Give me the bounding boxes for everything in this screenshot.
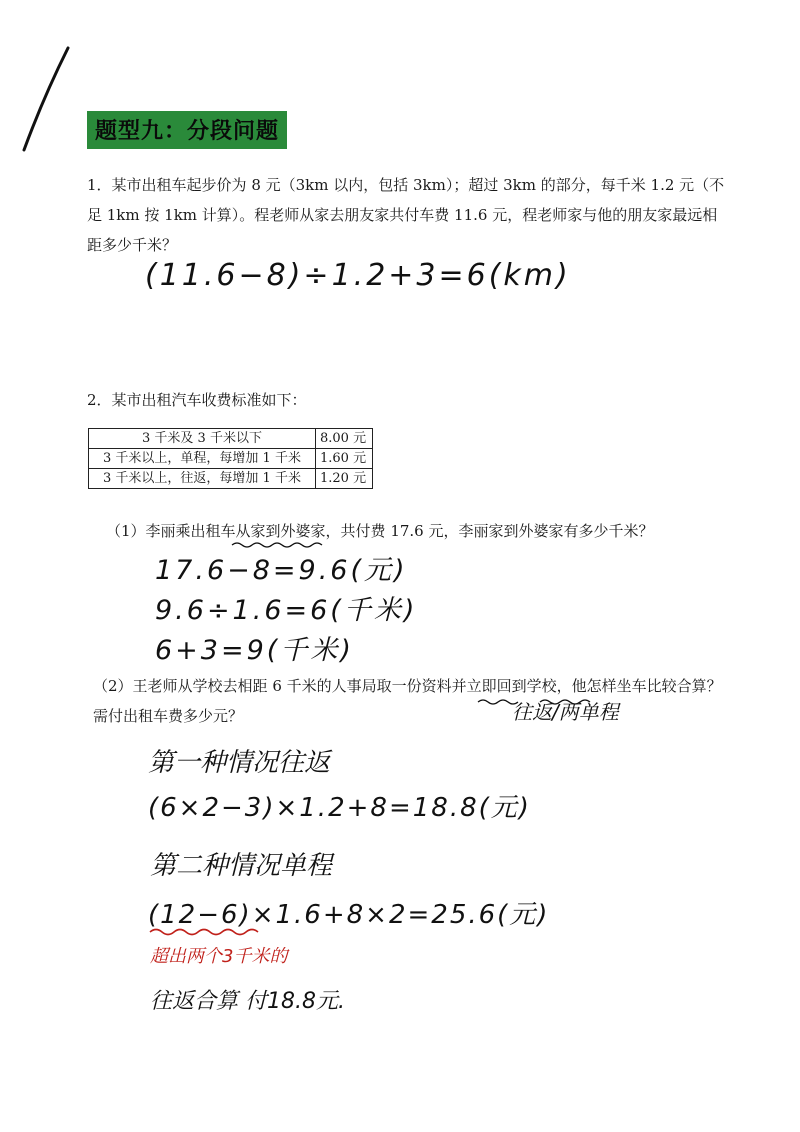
question-2-text: 2．某市出租汽车收费标准如下： bbox=[87, 391, 307, 409]
section-title: 题型九：分段问题 bbox=[87, 111, 287, 149]
sub-1-answer-line: 17.6−8=9.6(元) bbox=[155, 555, 408, 586]
fare-price: 1.20 元 bbox=[316, 469, 373, 489]
sub-question-2-text: （2）王老师从学校去相距 6 千米的人事局取一份资料并立即回到学校，他怎样坐车比较合算？需付出租车费多少元？ bbox=[93, 677, 722, 725]
fare-price: 1.60 元 bbox=[316, 449, 373, 469]
scan-edge-mark bbox=[0, 0, 80, 170]
sub-1-answer-line: 6+3=9(千米) bbox=[155, 635, 354, 666]
case-1-formula: (6×2−3)×1.2+8=18.8(元) bbox=[148, 793, 531, 823]
question-1-text: 1．某市出租车起步价为 8 元（3km 以内，包括 3km）；超过 3km 的部分，每千米 1.2 元（不足 1km 按 1km 计算）。程老师从家去朋友家共付车费 11.6 元，程老师家与他的朋友家最远相距多少千米？ bbox=[87, 176, 725, 254]
conclusion: 往返合算 付18.8元. bbox=[150, 989, 345, 1014]
fare-desc: 3 千米及 3 千米以下 bbox=[89, 429, 316, 449]
case-1-label: 第一种情况往返 bbox=[148, 748, 331, 778]
sub-1-answer-line: 9.6÷1.6=6(千米) bbox=[155, 595, 418, 626]
table-row bbox=[89, 429, 373, 449]
fare-desc: 3 千米以上，单程，每增加 1 千米 bbox=[89, 449, 316, 469]
fare-desc: 3 千米以上，往返，每增加 1 千米 bbox=[89, 469, 316, 489]
case-2-formula: (12−6)×1.6+8×2=25.6(元) bbox=[148, 900, 550, 930]
fare-table bbox=[88, 428, 373, 489]
table-row bbox=[89, 469, 373, 489]
red-annotation: 超出两个3千米的 bbox=[150, 946, 288, 967]
case-2-label: 第二种情况单程 bbox=[150, 851, 333, 881]
sub-question-1-text: （1）李丽乘出租车从家到外婆家，共付费 17.6 元，李丽家到外婆家有多少千米？ bbox=[106, 522, 654, 540]
fare-price: 8.00 元 bbox=[316, 429, 373, 449]
table-row bbox=[89, 449, 373, 469]
question-1-handwritten-answer: (11.6−8)÷1.2+3=6(km) bbox=[145, 258, 571, 293]
handwritten-note: 往返/两单程 bbox=[512, 700, 619, 724]
